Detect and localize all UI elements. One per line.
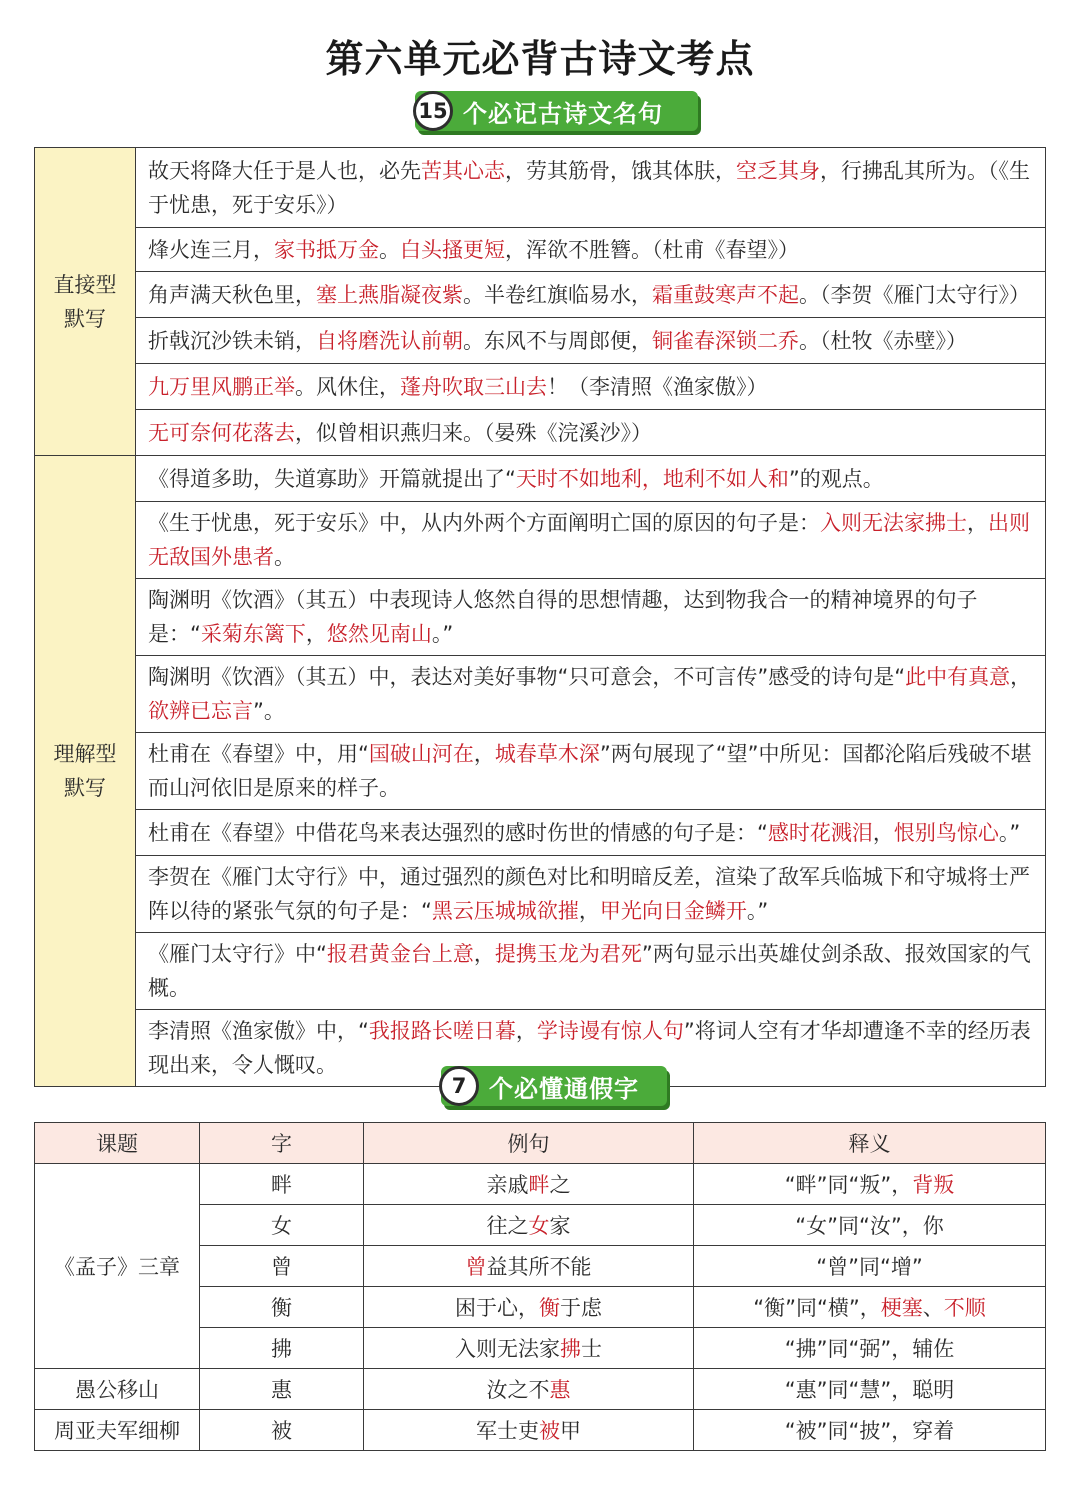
plain-text: 之 [549,1173,571,1197]
plain-text: ， [305,622,327,646]
plain-text: ”两句显示出英雄仗剑杀敌、报效国家的气概。 [148,942,1031,1000]
answer-text: 背叛 [912,1173,955,1197]
plain-text: “畔”同“叛”， [784,1173,913,1197]
plain-text: ， [473,942,495,966]
plain-text: ， [967,511,988,535]
answer-text: 被 [539,1419,560,1443]
plain-text: ， [872,820,894,845]
character-cell: 曾 [200,1246,364,1287]
verse-row [35,579,1046,656]
answer-text: 采菊东篱下 [200,622,306,646]
example-cell [364,1287,694,1328]
answer-text: 女 [528,1214,550,1238]
plain-text: 军士吏 [476,1419,539,1443]
answer-text: 白头搔更短 [400,237,505,262]
answer-text: 畔 [528,1173,550,1197]
verse-row [35,228,1046,272]
plain-text: 。东风不与周郎便， [463,328,652,353]
answer-text: 拂 [560,1337,581,1361]
verse-row [35,272,1046,318]
verse-cell [136,656,1046,733]
verse-cell [136,810,1046,856]
plain-text: 于虑 [560,1296,602,1320]
character-cell: 惠 [200,1369,364,1410]
verse-cell [136,148,1046,228]
table-header-row [35,1123,1046,1164]
meaning-cell [694,1328,1046,1369]
plain-text: ， [578,899,600,923]
example-cell [364,1328,694,1369]
verse-cell [136,579,1046,656]
verse-cell [136,502,1046,579]
famous-lines-table [34,147,1046,1087]
plain-text: 益其所不能 [486,1255,592,1279]
plain-text: 陶渊明《饮酒》（其五）中，表达对美好事物“只可意会，不可言传”感受的诗句是“ [148,665,906,689]
verse-cell [136,856,1046,933]
meaning-cell [694,1205,1046,1246]
section-badge-famous-lines [415,91,698,131]
answer-text: 苦其心志 [421,158,505,183]
meaning-cell [694,1164,1046,1205]
meaning-cell [694,1410,1046,1451]
answer-text: 报君黄金台上意 [326,942,474,966]
verse-row [35,502,1046,579]
example-cell [364,1246,694,1287]
verse-row [35,933,1046,1010]
character-cell: 衡 [200,1287,364,1328]
plain-text: 《雁门太守行》中“ [148,942,327,966]
badge-number: 15 [413,91,453,131]
lesson-title-cell: 周亚夫军细柳 [35,1410,200,1451]
verse-cell [136,933,1046,1010]
example-cell [364,1164,694,1205]
plain-text: ”。 [253,699,285,723]
verse-cell [136,228,1046,272]
plain-text: 杜甫在《春望》中，用“ [148,742,369,766]
answer-text: 无可奈何花落去 [148,420,295,445]
answer-text: 城春草木深 [494,742,600,766]
table-row [35,1410,1046,1451]
plain-text: ，行拂乱其所为。（《生于忧患，死于安乐》） [148,158,1030,217]
answer-text: 甲光向日金鳞开 [599,899,747,923]
answer-text: 黑云压城城欲摧 [431,899,579,923]
plain-text: ， [473,742,495,766]
plain-text: ，似曾相识燕归来。（晏殊《浣溪沙》） [295,420,652,445]
plain-text: 《生于忧患，死于安乐》中，从内外两个方面阐明亡国的原因的句子是： [148,511,820,535]
meaning-cell [694,1246,1046,1287]
plain-text: 烽火连三月， [148,237,274,262]
verse-cell [136,364,1046,410]
verse-row [35,733,1046,810]
example-cell [364,1410,694,1451]
plain-text: 。半卷红旗临易水， [463,282,652,307]
answer-text: 衡 [539,1296,560,1320]
table-row [35,1164,1046,1205]
section-badge-tongjia [441,1066,667,1106]
verse-cell [136,410,1046,456]
answer-text: 不顺 [943,1296,986,1320]
answer-text: 出则无敌国外患者 [148,511,1030,569]
answer-text: 塞上燕脂凝夜紫 [316,282,463,307]
table-row [35,1369,1046,1410]
verse-row [35,810,1046,856]
plain-text: 李贺在《雁门太守行》中，通过强烈的颜色对比和明暗反差，渲染了敌军兵临城下和守城将士严阵以待的紧张气氛的句子是：“ [148,865,1030,923]
verse-cell [136,733,1046,810]
plain-text: 、 [922,1296,944,1320]
lesson-title-cell: 愚公移山 [35,1369,200,1410]
plain-text: 入则无法家 [455,1337,560,1361]
plain-text: 甲 [560,1419,581,1443]
example-cell [364,1205,694,1246]
plain-text: 。 [379,237,400,262]
answer-text: 空乏其身 [736,158,820,183]
plain-text: 往之 [486,1214,529,1238]
plain-text: 家 [549,1214,571,1238]
answer-text: 惠 [549,1378,571,1402]
plain-text: “曾”同“增” [816,1255,923,1279]
answer-text: 我报路长嗟日暮 [368,1019,516,1043]
verse-cell [136,456,1046,502]
header-cell: 字 [200,1123,364,1164]
plain-text: 。” [998,820,1021,845]
plain-text: 《得道多助，失道寡助》开篇就提出了“ [148,466,516,491]
plain-text: 角声满天秋色里， [148,282,316,307]
category-label: 默写 [64,306,106,331]
plain-text: ，浑欲不胜簪。（杜甫《春望》） [505,237,799,262]
header-cell: 课题 [35,1123,200,1164]
tongjia-table [34,1122,1046,1451]
plain-text: 。风休住， [295,374,400,399]
answer-text: 天时不如地利，地利不如人和 [515,466,789,491]
plain-text: “拂”同“弼”，辅佐 [784,1337,955,1361]
verse-row [35,856,1046,933]
plain-text: ， [515,1019,537,1043]
answer-text: 恨别鸟惊心 [893,820,999,845]
plain-text: ！（李清照《渔家傲》） [547,374,768,399]
badge-label: 个必懂通假字 [489,1074,639,1103]
answer-text: 学诗谩有惊人句 [536,1019,684,1043]
plain-text: ”两句展现了“望”中所见：国都沦陷后残破不堪而山河依旧是原来的样子。 [148,742,1032,800]
plain-text: ，劳其筋骨，饿其体肤， [505,158,736,183]
verse-cell [136,272,1046,318]
verse-row [35,364,1046,410]
plain-text: 困于心， [455,1296,539,1320]
answer-text: 悠然见南山 [326,622,432,646]
plain-text: 。” [746,899,769,923]
plain-text: “被”同“披”，穿着 [784,1419,955,1443]
answer-text: 家书抵万金 [274,237,379,262]
plain-text: 。” [431,622,454,646]
character-cell: 女 [200,1205,364,1246]
answer-text: 自将磨洗认前朝 [316,328,463,353]
category-label: 理解型 [53,742,117,766]
answer-text: 欲辨已忘言 [148,699,253,723]
plain-text: 。（杜牧《赤壁》） [799,328,967,353]
character-cell: 畔 [200,1164,364,1205]
plain-text: 亲戚 [486,1173,529,1197]
character-cell: 被 [200,1410,364,1451]
plain-text: 士 [581,1337,602,1361]
answer-text: 国破山河在 [368,742,474,766]
verse-row [35,456,1046,502]
page-title: 第六单元必背古诗文考点 [325,37,755,81]
header-cell: 释义 [694,1123,1046,1164]
plain-text: “惠”同“慧”，聪明 [784,1378,955,1402]
answer-text: 梗塞 [880,1296,923,1320]
answer-text: 霜重鼓寒声不起 [652,282,799,307]
category-understand [35,456,136,1087]
lesson-title-cell: 《孟子》三章 [35,1164,200,1369]
plain-text: 。 [274,545,295,569]
character-cell: 拂 [200,1328,364,1369]
badge-label: 个必记古诗文名句 [463,99,663,128]
verse-row [35,656,1046,733]
badge-number: 7 [439,1066,479,1106]
meaning-cell [694,1287,1046,1328]
plain-text: “衡”同“横”， [753,1296,881,1320]
example-cell [364,1369,694,1410]
answer-text: 感时花溅泪 [767,820,873,845]
plain-text: 李清照《渔家傲》中，“ [148,1019,369,1043]
answer-text: 蓬舟吹取三山去 [400,374,547,399]
answer-text: 入则无法家拂士 [820,511,967,535]
answer-text: 提携玉龙为君死 [494,942,642,966]
answer-text: 铜雀春深锁二乔 [652,328,799,353]
answer-text: 曾 [465,1255,487,1279]
header-cell: 例句 [364,1123,694,1164]
answer-text: 九万里风鹏正举 [148,374,295,399]
plain-text: 折戟沉沙铁未销， [148,328,316,353]
category-label: 直接型 [53,272,117,297]
plain-text: 故天将降大任于是人也，必先 [148,158,421,183]
plain-text: 汝之不 [486,1378,550,1402]
plain-text: 。（李贺《雁门太守行》） [799,282,1030,307]
plain-text: ， [1010,665,1032,689]
verse-cell [136,318,1046,364]
category-direct [35,148,136,456]
plain-text: 杜甫在《春望》中借花鸟来表达强烈的感时伤世的情感的句子是：“ [148,820,768,845]
verse-row [35,148,1046,228]
plain-text: 陶渊明《饮酒》（其五）中表现诗人悠然自得的思想情趣，达到物我合一的精神境界的句子是：“ [148,588,978,646]
plain-text: ”将词人空有才华却遭逢不幸的经历表现出来，令人慨叹。 [148,1019,1031,1077]
verse-row [35,318,1046,364]
plain-text: “女”同“汝”，你 [795,1214,944,1238]
plain-text: ”的观点。 [788,466,884,491]
category-label: 默写 [64,776,106,800]
verse-row [35,410,1046,456]
answer-text: 此中有真意 [905,665,1011,689]
meaning-cell [694,1369,1046,1410]
